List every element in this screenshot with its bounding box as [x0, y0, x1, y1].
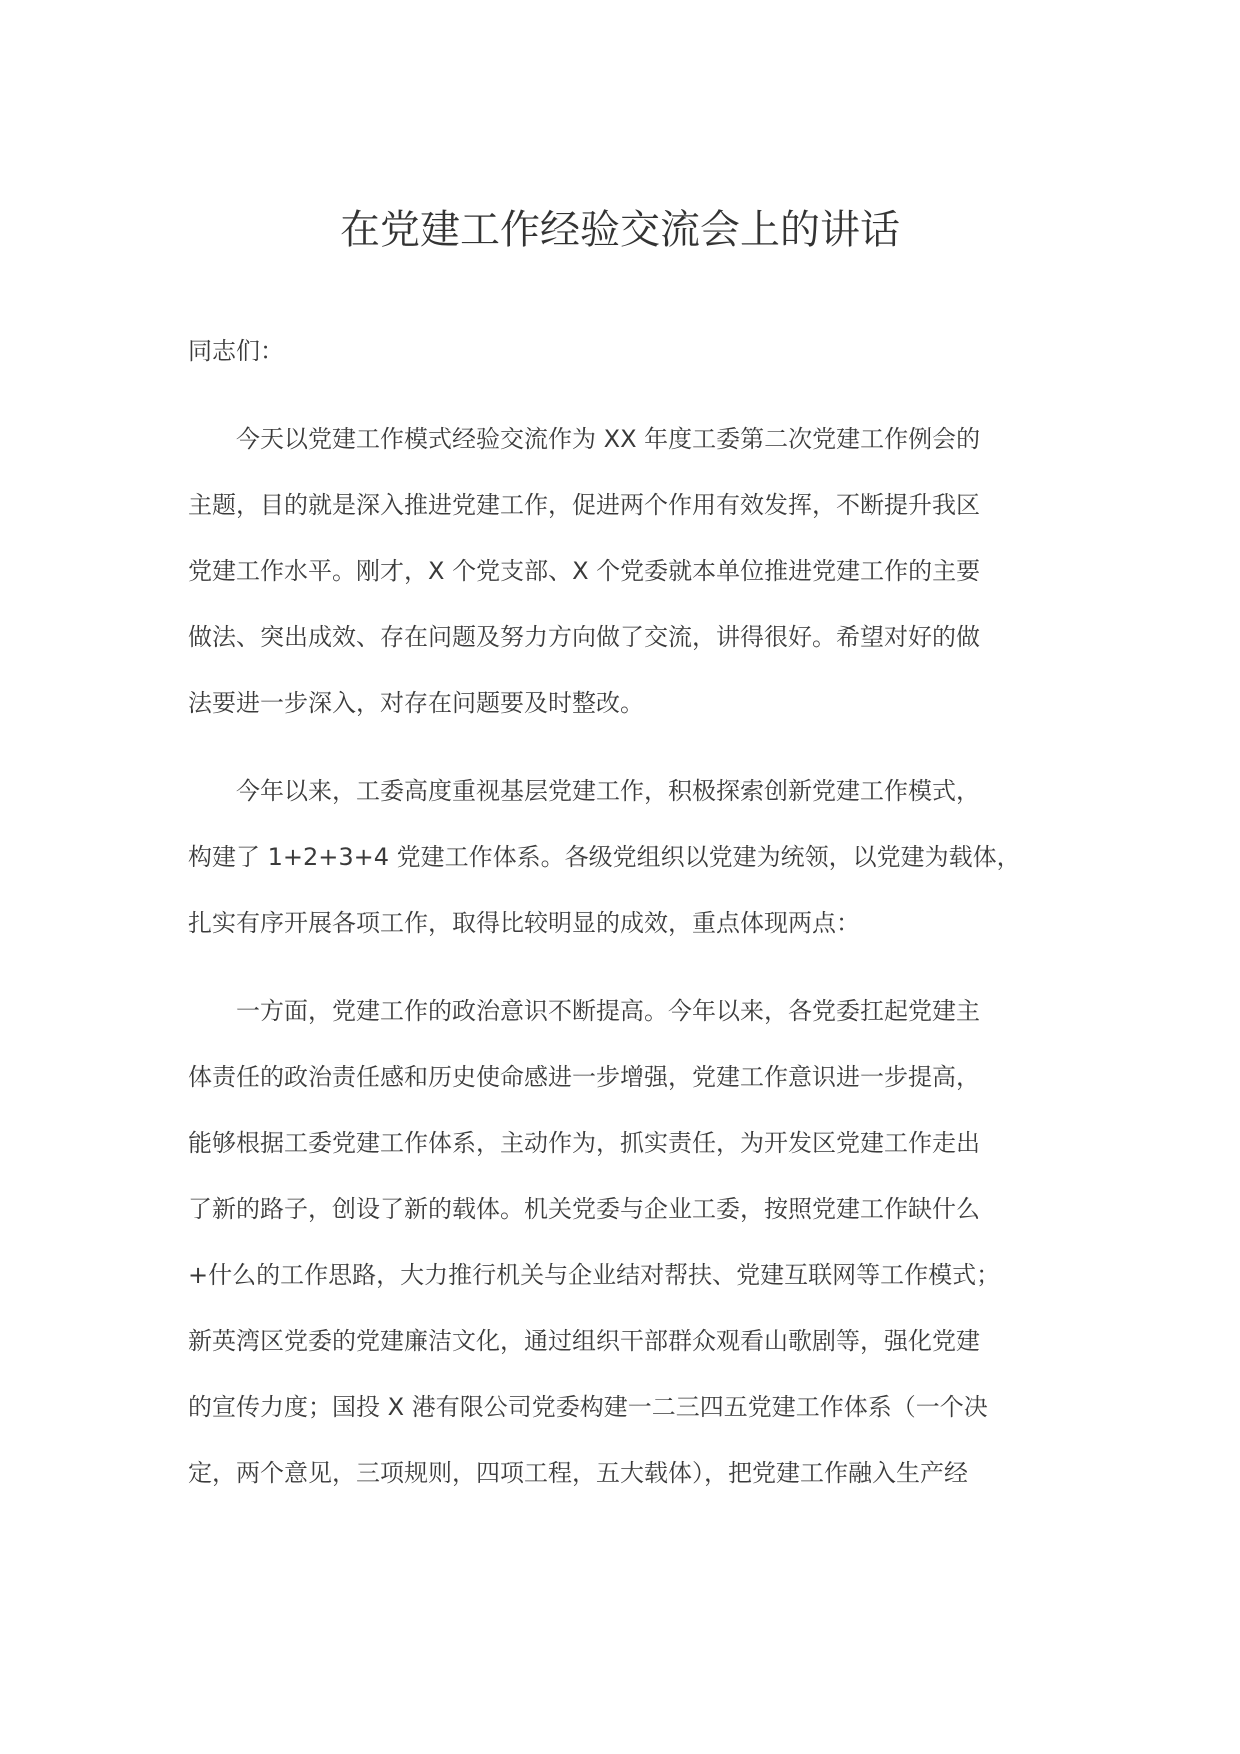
paragraph-gap: [188, 384, 1068, 406]
paragraph-line: 了新的路子，创设了新的载体。机关党委与企业工委，按照党建工作缺什么: [188, 1195, 980, 1223]
paragraph-line: +什么的工作思路，大力推行机关与企业结对帮扶、党建互联网等工作模式；: [188, 1261, 1001, 1289]
paragraph-3: [188, 978, 1068, 1506]
paragraph-line: 做法、突出成效、存在问题及努力方向做了交流，讲得很好。希望对好的做: [188, 623, 980, 651]
paragraph-line: 能够根据工委党建工作体系，主动作为，抓实责任，为开发区党建工作走出: [188, 1129, 980, 1157]
paragraph-gap: [188, 736, 1068, 758]
document-body: [188, 318, 1068, 1506]
salutation: 同志们：: [188, 337, 284, 365]
paragraph-line: 今天以党建工作模式经验交流作为 XX 年度工委第二次党建工作例会的: [188, 425, 981, 453]
paragraph-line: 构建了 1+2+3+4 党建工作体系。各级党组织以党建为统领，以党建为载体，: [188, 843, 1021, 871]
paragraph-line: 新英湾区党委的党建廉洁文化，通过组织干部群众观看山歌剧等，强化党建: [188, 1327, 980, 1355]
paragraph-line: 主题，目的就是深入推进党建工作，促进两个作用有效发挥，不断提升我区: [188, 491, 980, 519]
paragraph-line: 今年以来，工委高度重视基层党建工作，积极探索创新党建工作模式，: [188, 777, 980, 805]
paragraph-1: [188, 406, 1068, 736]
paragraph-gap: [188, 956, 1068, 978]
paragraph-line: 法要进一步深入，对存在问题要及时整改。: [188, 689, 644, 717]
paragraph-line: 党建工作水平。刚才，X 个党支部、X 个党委就本单位推进党建工作的主要: [188, 557, 981, 585]
paragraph-line: 一方面，党建工作的政治意识不断提高。今年以来，各党委扛起党建主: [188, 997, 980, 1025]
document-title: 在党建工作经验交流会上的讲话: [340, 207, 900, 253]
paragraph-2: [188, 758, 1068, 956]
paragraph-line: 扎实有序开展各项工作，取得比较明显的成效，重点体现两点：: [188, 909, 860, 937]
paragraph-line: 体责任的政治责任感和历史使命感进一步增强，党建工作意识进一步提高，: [188, 1063, 980, 1091]
paragraph-line: 定，两个意见，三项规则，四项工程，五大载体），把党建工作融入生产经: [188, 1459, 968, 1487]
paragraph-line: 的宣传力度；国投 X 港有限公司党委构建一二三四五党建工作体系（一个决: [188, 1393, 988, 1421]
